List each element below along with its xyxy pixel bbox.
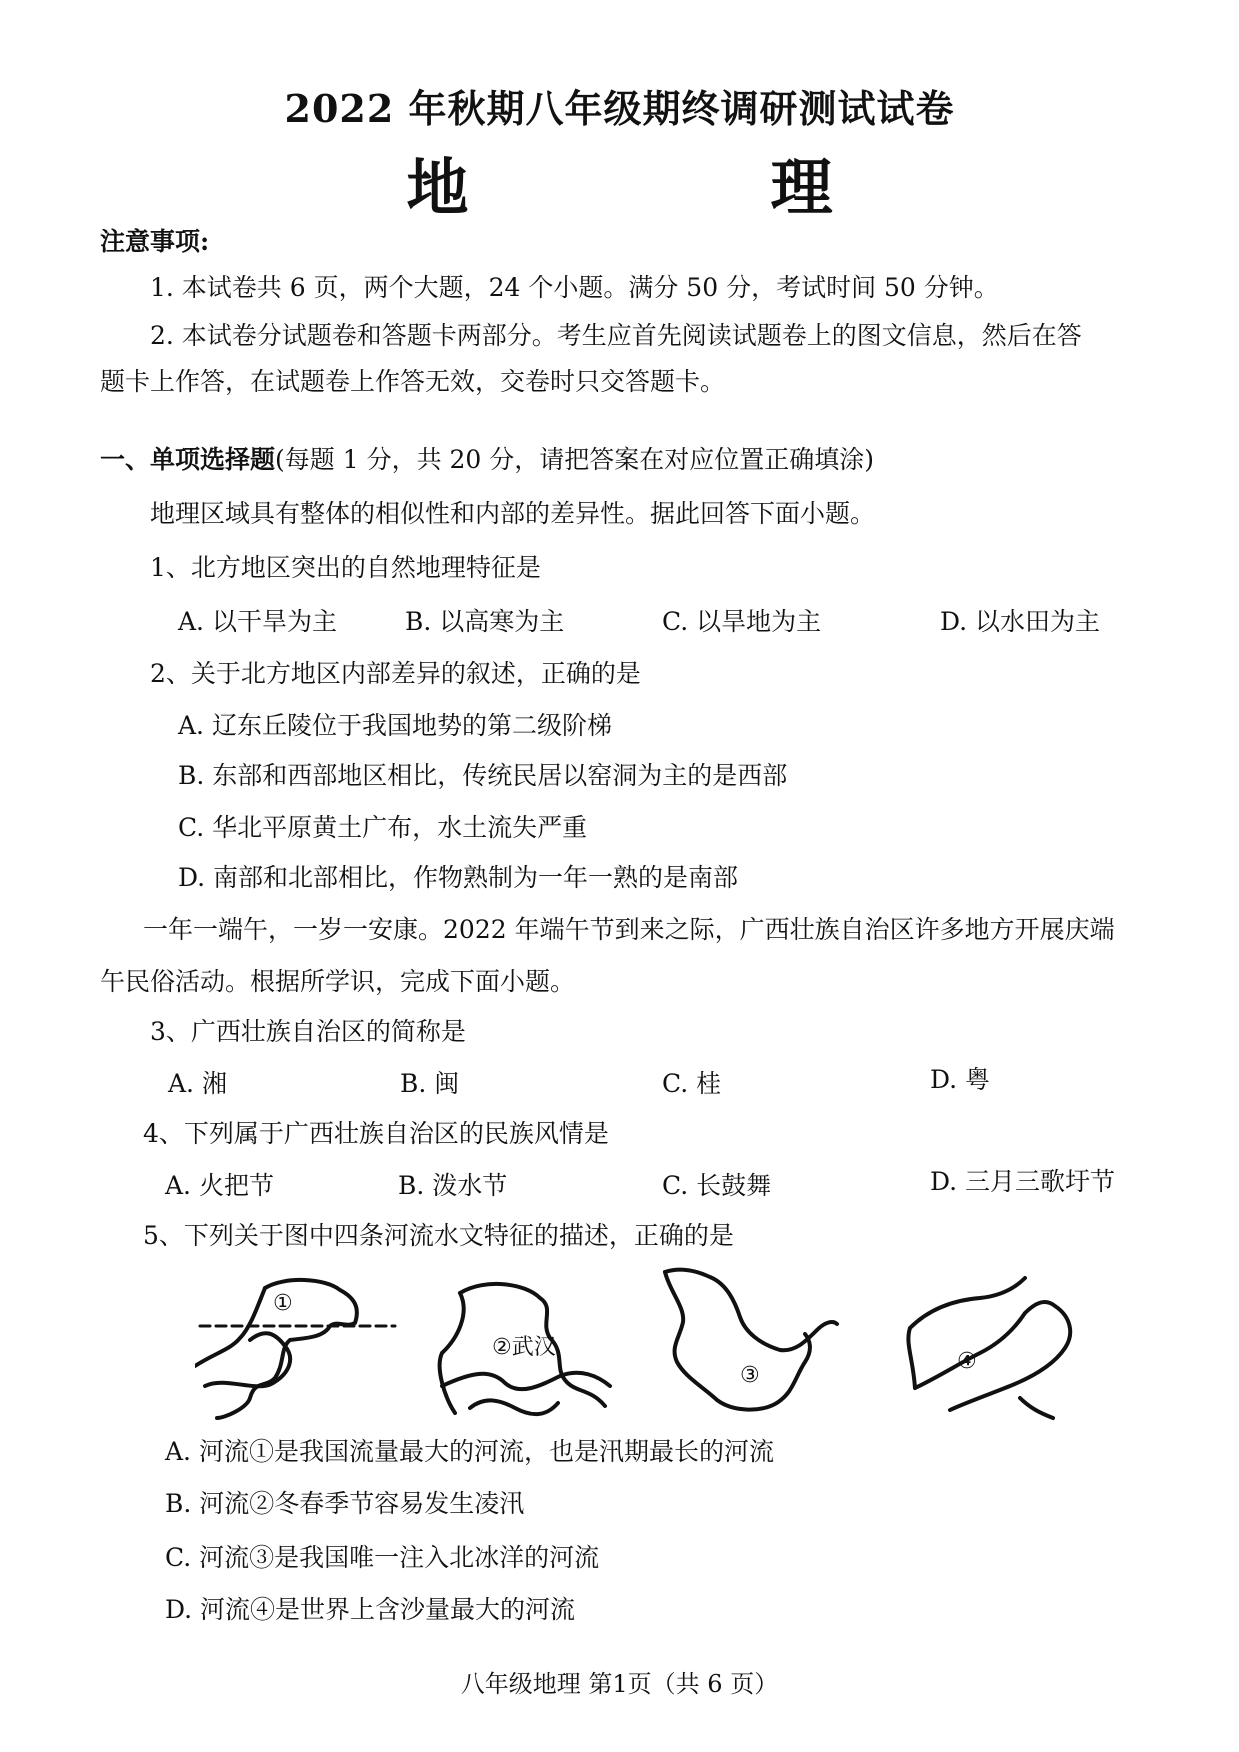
q5-option-a: A. 河流①是我国流量最大的河流，也是汛期最长的河流 xyxy=(165,1437,774,1466)
q1-option-d: D. 以水田为主 xyxy=(940,607,1101,636)
q3-stem: 3、广西壮族自治区的简称是 xyxy=(150,1017,466,1046)
river-1-label: ① xyxy=(273,1291,293,1316)
river-map-4 xyxy=(895,1268,1095,1428)
section-heading xyxy=(100,440,874,476)
q2-option-b: B. 东部和西部地区相比，传统民居以窑洞为主的是西部 xyxy=(178,761,788,790)
notice-item-2-line-1: 2. 本试卷分试题卷和答题卡两部分。考生应首先阅读试题卷上的图文信息，然后在答 xyxy=(150,321,1082,350)
river-2-tributary xyxy=(470,1400,558,1414)
q5-option-c: C. 河流③是我国唯一注入北冰洋的河流 xyxy=(165,1543,600,1572)
q5-option-b: B. 河流②冬春季节容易发生凌汛 xyxy=(165,1489,525,1518)
q3-option-a: A. 湘 xyxy=(168,1069,227,1098)
q4-stem: 4、下列属于广西壮族自治区的民族风情是 xyxy=(143,1119,609,1148)
q3-option-c: C. 桂 xyxy=(662,1069,722,1098)
subject-title: 地 理 xyxy=(406,151,953,224)
q2-option-a: A. 辽东丘陵位于我国地势的第二级阶梯 xyxy=(178,711,612,740)
river-3-mainstream xyxy=(665,1270,837,1351)
q3-option-d: D. 粤 xyxy=(930,1065,991,1094)
river-4-tributary xyxy=(1020,1398,1053,1418)
notice-item-2-line-2: 题卡上作答，在试题卷上作答无效，交卷时只交答题卡。 xyxy=(100,367,726,396)
notice-item-1: 1. 本试卷共 6 页，两个大题，24 个小题。满分 50 分，考试时间 50 分钟。 xyxy=(150,273,999,302)
river-2-label: ②武汉 xyxy=(492,1335,556,1360)
river-4-basin-outline xyxy=(915,1302,1070,1410)
notice-heading: 注意事项: xyxy=(100,227,210,256)
q2-option-d: D. 南部和北部相比，作物熟制为一年一熟的是南部 xyxy=(178,863,739,892)
q4-option-a: A. 火把节 xyxy=(165,1171,274,1200)
river-4-label: ④ xyxy=(957,1349,977,1374)
q2-option-c: C. 华北平原黄土广布，水土流失严重 xyxy=(178,813,588,842)
river-2-west-outline xyxy=(440,1293,464,1413)
intro-dragon-boat-line-2: 午民俗活动。根据所学识，完成下面小题。 xyxy=(100,967,576,996)
river-3-label: ③ xyxy=(740,1363,760,1388)
exam-title: 2022 年秋期八年级期终调研测试试卷 xyxy=(284,86,955,131)
intro-dragon-boat-line-1: 一年一端午，一岁一安康。2022 年端午节到来之际，广西壮族自治区许多地方开展庆端 xyxy=(143,915,1115,944)
river-3-basin-outline xyxy=(665,1272,810,1410)
q5-option-d: D. 河流④是世界上含沙量最大的河流 xyxy=(165,1595,576,1624)
page-footer: 八年级地理 第1页（共 6 页） xyxy=(460,1670,779,1698)
river-4-north-outline xyxy=(910,1278,1025,1328)
intro-regions: 地理区域具有整体的相似性和内部的差异性。据此回答下面小题。 xyxy=(150,499,876,528)
river-1-tributary xyxy=(205,1333,290,1386)
q1-option-b: B. 以高寒为主 xyxy=(405,607,565,636)
q5-stem: 5、下列关于图中四条河流水文特征的描述，正确的是 xyxy=(143,1221,734,1250)
river-map-3 xyxy=(655,1262,855,1422)
q4-option-c: C. 长鼓舞 xyxy=(662,1171,772,1200)
q4-option-d: D. 三月三歌圩节 xyxy=(930,1167,1116,1196)
river-map-1 xyxy=(195,1268,415,1428)
river-2-mainstream xyxy=(442,1373,610,1389)
river-map-2 xyxy=(430,1268,630,1428)
q1-stem: 1、北方地区突出的自然地理特征是 xyxy=(150,553,541,582)
q3-option-b: B. 闽 xyxy=(400,1069,460,1098)
section-note: (每题 1 分，共 20 分，请把答案在对应位置正确填涂) xyxy=(275,445,875,474)
river-4-west-outline xyxy=(908,1328,915,1388)
q2-stem: 2、关于北方地区内部差异的叙述，正确的是 xyxy=(150,659,641,688)
q4-option-b: B. 泼水节 xyxy=(398,1171,508,1200)
section-label: 一、单项选择题 xyxy=(100,445,276,474)
q1-option-a: A. 以干旱为主 xyxy=(178,607,337,636)
q1-option-c: C. 以旱地为主 xyxy=(662,607,822,636)
